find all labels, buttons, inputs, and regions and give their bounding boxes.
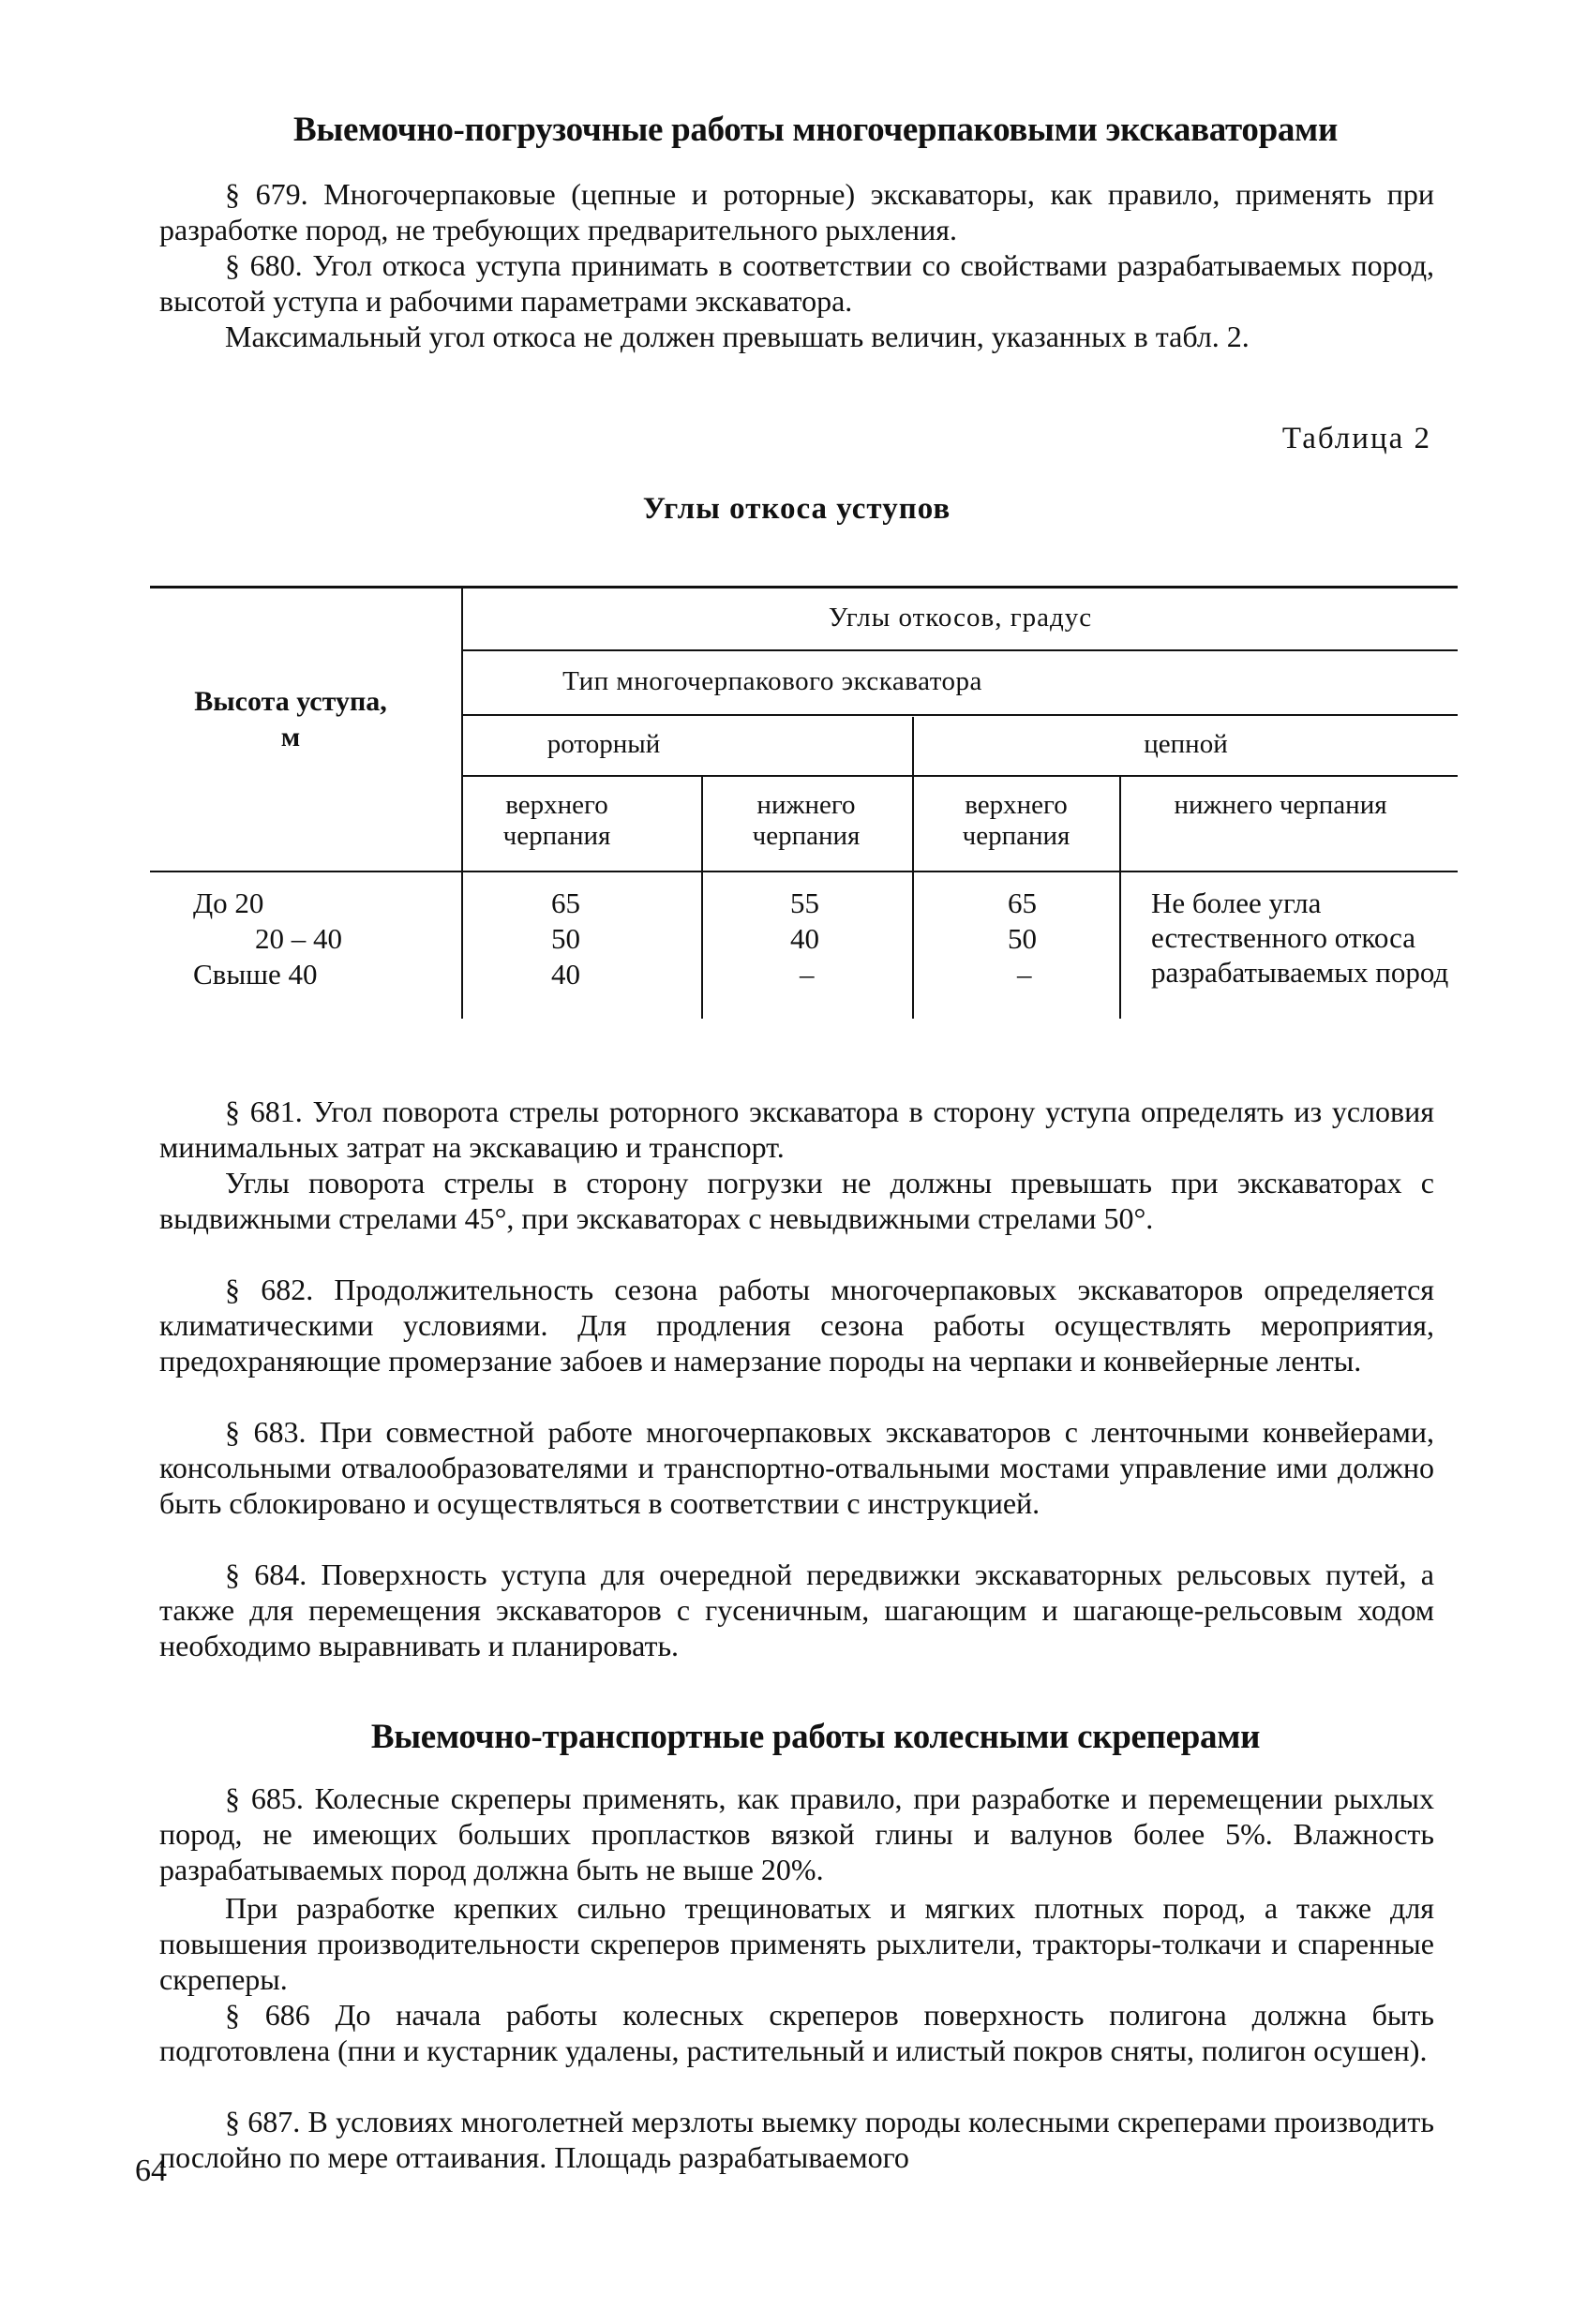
- paragraph-685: § 685. Колесные скреперы применять, как правило, при разработке и перемещении рыхлых пород, не имеющих больших пропластков вязкой глины и валунов более 5%. Влажность разрабатываемых пород должна быть не выше 20%.: [159, 1781, 1434, 1886]
- group-header-angles: Углы откосов, градус: [828, 603, 1093, 633]
- table-cell-rotor-lower-2: –: [800, 958, 815, 991]
- col-rotor-lower: нижнего черпания: [752, 790, 861, 851]
- page-number: 64: [135, 2153, 167, 2188]
- paragraph-681-angles: Углы поворота стрелы в сторону погрузки не должны превышать при экскаваторах с выдвижными стрелами 45°, при экскаваторах с невыдвижными стрелами 50°.: [159, 1166, 1434, 1235]
- paragraph-683: § 683. При совместной работе многочерпаковых экскаваторов с ленточными конвейерами, консольными отвалообразователями и транспортно-отвальными мостами управление ими должно быть сблокировано и осуществляться в соответствии с инструкцией.: [159, 1415, 1434, 1520]
- paragraph-686: § 686 До начала работы колесных скреперов поверхность полигона должна быть подготовлена (пни и кустарник удалены, растительный и илистый покров сняты, полигон осушен).: [159, 1998, 1434, 2067]
- row-header-height: Высота уступа, м: [194, 686, 387, 752]
- table-cell-rotor-lower-0: 55: [790, 886, 819, 919]
- col-chain-upper: верхнего черпания: [962, 790, 1070, 851]
- paragraph-684: § 684. Поверхность уступа для очередной передвижки экскаваторных рельсовых путей, а также для перемещения экскаваторов с гусеничным, шагающим и шагающе-рельсовым ходом необходимо выравнивать и планировать.: [159, 1557, 1434, 1662]
- paragraph-685-ripping: При разработке крепких сильно трещиноватых и мягких плотных пород, а также для повышения производительности скреперов применять рыхлители, тракторы-толкачи и спаренные скреперы.: [159, 1891, 1434, 1996]
- paragraph-681: § 681. Угол поворота стрелы роторного экскаватора в сторону уступа определять из условия минимальных затрат на экскавацию и транспорт.: [159, 1095, 1434, 1164]
- col-rotor-upper: верхнего черпания: [502, 790, 611, 851]
- table-cell-chain-upper-1: 50: [1008, 922, 1037, 955]
- table-cell-chain-lower-note: Не более угла естественного откоса разрабатываемых пород: [1151, 886, 1449, 989]
- paragraph-680-max-angle: Максимальный угол откоса не должен превышать величин, указанных в табл. 2.: [225, 320, 1250, 353]
- section-heading-scrapers: Выемочно-транспортные работы колесными скреперами: [370, 1718, 1261, 1756]
- paragraph-682: § 682. Продолжительность сезона работы многочерпаковых экскаваторов определяется климатическими условиями. Для продления сезона работы осуществлять мероприятия, предохраняющие промерзание забоев и намерзание породы на черпаки и конвейерные ленты.: [159, 1273, 1434, 1378]
- table-cell-rotor-lower-1: 40: [790, 922, 819, 955]
- slope-angles-table: [150, 576, 1462, 1017]
- paragraph-679: § 679. Многочерпаковые (цепные и роторные) экскаваторы, как правило, применять при разработке пород, не требующих предварительного рыхления.: [159, 177, 1434, 246]
- table-title: Углы откоса уступов: [642, 492, 951, 526]
- table-row-height-2: Свыше 40: [193, 958, 318, 991]
- section-heading-excavators: Выемочно-погрузочные работы многочерпаковыми экскаваторами: [293, 111, 1338, 149]
- table-row-height-0: До 20: [193, 886, 264, 919]
- paragraph-687: § 687. В условиях многолетней мерзлоты выемку породы колесными скреперами производить послойно по мере оттаивания. Площадь разрабатываемого: [159, 2105, 1434, 2174]
- paragraph-680: § 680. Угол откоса уступа принимать в соответствии со свойствами разрабатываемых пород, высотой уступа и рабочими параметрами экскаватора.: [159, 248, 1434, 318]
- col-chain-lower: нижнего черпания: [1174, 790, 1387, 820]
- table-cell-chain-upper-0: 65: [1008, 886, 1037, 919]
- table-cell-rotor-upper-2: 40: [551, 958, 580, 991]
- table-number: Таблица 2: [1281, 422, 1431, 455]
- table-cell-rotor-upper-1: 50: [551, 922, 580, 955]
- chain-header: цепной: [1144, 729, 1228, 759]
- table-cell-rotor-upper-0: 65: [551, 886, 580, 919]
- table-cell-chain-upper-2: –: [1017, 958, 1032, 991]
- type-header: Тип многочерпакового экскаватора: [562, 666, 982, 696]
- rotor-header: роторный: [546, 729, 661, 759]
- table-row-height-1: 20 – 40: [255, 922, 342, 955]
